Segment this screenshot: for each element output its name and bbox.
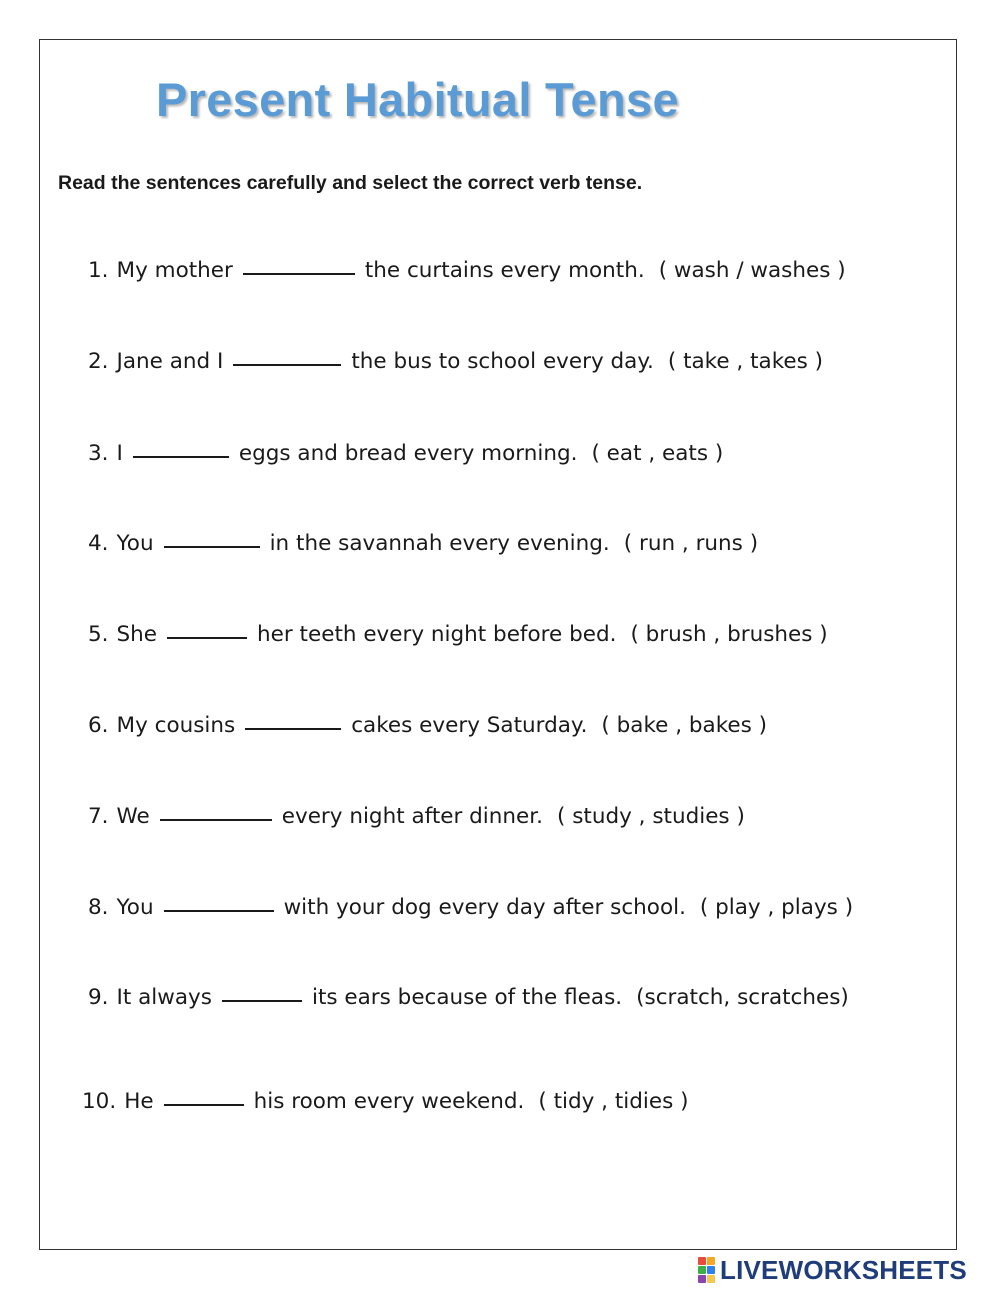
question-text-before: It always	[116, 985, 212, 1010]
verb-options: ( take , takes )	[667, 349, 824, 374]
verb-options: ( wash / washes )	[658, 258, 846, 283]
logo-block	[698, 1266, 706, 1274]
logo-block	[698, 1275, 706, 1283]
logo-block	[707, 1257, 715, 1265]
logo-block	[707, 1275, 715, 1283]
question-text-before: My cousins	[116, 713, 236, 738]
question-7	[88, 804, 745, 829]
question-text-before: We	[116, 804, 150, 829]
question-text-before: You	[116, 895, 154, 920]
question-number: 9.	[88, 985, 109, 1010]
question-text-after: every night after dinner.	[281, 804, 543, 829]
answer-blank[interactable]	[133, 456, 229, 458]
answer-blank[interactable]	[167, 637, 247, 639]
answer-blank[interactable]	[164, 910, 274, 912]
question-9	[88, 985, 849, 1010]
question-text-after: his room every weekend.	[253, 1089, 525, 1114]
worksheet-instruction: Read the sentences carefully and select the correct verb tense.	[58, 172, 643, 194]
question-5	[88, 622, 828, 647]
question-text-before: He	[124, 1089, 154, 1114]
question-text-after: in the savannah every evening.	[269, 531, 610, 556]
question-number: 4.	[88, 531, 109, 556]
question-1	[88, 258, 846, 283]
verb-options: ( bake , bakes )	[601, 713, 768, 738]
verb-options: ( tidy , tidies )	[538, 1089, 689, 1114]
question-number: 7.	[88, 804, 109, 829]
verb-options: ( brush , brushes )	[630, 622, 828, 647]
question-text-after: its ears because of the fleas.	[311, 985, 623, 1010]
verb-options: ( study , studies )	[556, 804, 745, 829]
verb-options: ( run , runs )	[623, 531, 759, 556]
question-text-before: My mother	[116, 258, 233, 283]
question-3	[88, 441, 723, 466]
question-text-after: with your dog every day after school.	[283, 895, 686, 920]
question-text-after: cakes every Saturday.	[351, 713, 588, 738]
question-number: 2.	[88, 349, 109, 374]
question-number: 10.	[82, 1089, 117, 1114]
logo-block	[707, 1266, 715, 1274]
question-text-after: the curtains every month.	[364, 258, 645, 283]
question-text-after: the bus to school every day.	[351, 349, 654, 374]
liveworksheets-logo	[698, 1255, 967, 1285]
answer-blank[interactable]	[164, 546, 260, 548]
question-text-after: her teeth every night before bed.	[257, 622, 617, 647]
answer-blank[interactable]	[160, 819, 272, 821]
answer-blank[interactable]	[233, 364, 341, 366]
question-text-before: I	[116, 441, 123, 466]
logo-text: LIVEWORKSHEETS	[720, 1254, 967, 1285]
verb-options: (scratch, scratches)	[636, 985, 849, 1010]
question-text-after: eggs and bread every morning.	[238, 441, 578, 466]
answer-blank[interactable]	[222, 1000, 302, 1002]
question-6	[88, 713, 767, 738]
answer-blank[interactable]	[164, 1104, 244, 1106]
question-number: 6.	[88, 713, 109, 738]
answer-blank[interactable]	[243, 273, 355, 275]
question-text-before: Jane and I	[116, 349, 224, 374]
question-number: 8.	[88, 895, 109, 920]
liveworksheets-logo-icon	[698, 1257, 715, 1283]
logo-block	[698, 1257, 706, 1265]
question-text-before: She	[116, 622, 158, 647]
question-number: 1.	[88, 258, 109, 283]
question-10	[82, 1089, 689, 1114]
verb-options: ( eat , eats )	[591, 441, 724, 466]
worksheet-title: Present Habitual Tense	[156, 73, 679, 126]
question-number: 3.	[88, 441, 109, 466]
question-8	[88, 895, 853, 920]
question-2	[88, 349, 823, 374]
question-text-before: You	[116, 531, 154, 556]
question-number: 5.	[88, 622, 109, 647]
answer-blank[interactable]	[245, 728, 341, 730]
verb-options: ( play , plays )	[699, 895, 854, 920]
question-4	[88, 531, 758, 556]
